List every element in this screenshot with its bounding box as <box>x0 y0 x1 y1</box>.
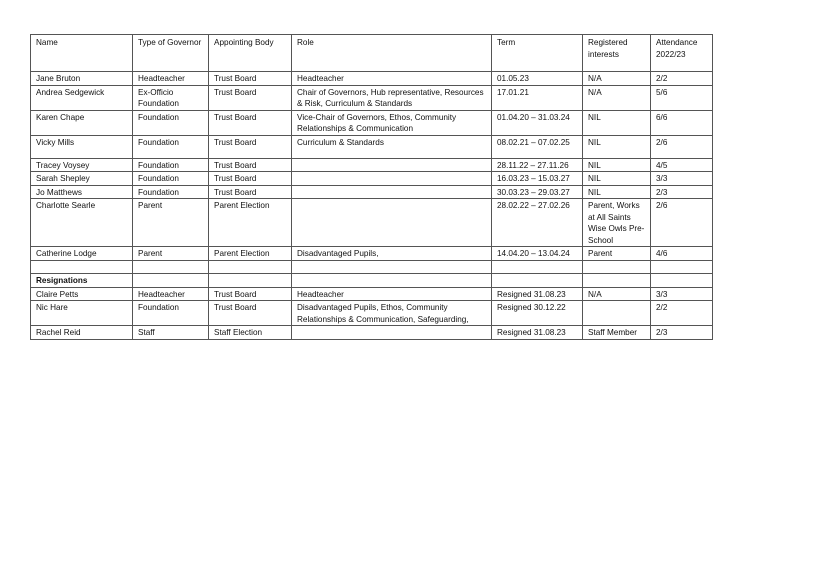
cell-term: 08.02.21 – 07.02.25 <box>492 135 583 158</box>
cell-interests: N/A <box>583 85 651 110</box>
table-row <box>31 199 713 247</box>
empty-cell <box>492 274 583 288</box>
column-header: Type of Governor <box>133 35 209 72</box>
cell-body: Trust Board <box>209 85 292 110</box>
cell-attendance: 2/6 <box>651 135 713 158</box>
empty-cell <box>492 260 583 274</box>
cell-type: Ex-Officio Foundation <box>133 85 209 110</box>
table-row <box>31 247 713 261</box>
table-row <box>31 110 713 135</box>
cell-term: 28.11.22 – 27.11.26 <box>492 158 583 172</box>
cell-name: Rachel Reid <box>31 326 133 340</box>
cell-term: 28.02.22 – 27.02.26 <box>492 199 583 247</box>
resignations-heading: Resignations <box>31 274 133 288</box>
cell-interests: N/A <box>583 287 651 301</box>
cell-role: Headteacher <box>292 287 492 301</box>
table-row <box>31 326 713 340</box>
cell-attendance: 4/6 <box>651 247 713 261</box>
table-row <box>31 158 713 172</box>
resignations-row <box>31 274 713 288</box>
cell-role <box>292 172 492 186</box>
cell-type: Parent <box>133 247 209 261</box>
cell-name: Jane Bruton <box>31 72 133 86</box>
column-header: Attendance 2022/23 <box>651 35 713 72</box>
cell-role: Disadvantaged Pupils, Ethos, Community Relationships & Communication, Safeguarding, <box>292 301 492 326</box>
cell-role <box>292 158 492 172</box>
cell-body: Trust Board <box>209 185 292 199</box>
column-header: Registered interests <box>583 35 651 72</box>
table-row <box>31 85 713 110</box>
cell-term: Resigned 30.12.22 <box>492 301 583 326</box>
cell-interests: NIL <box>583 172 651 186</box>
cell-body: Trust Board <box>209 301 292 326</box>
empty-cell <box>209 274 292 288</box>
cell-interests: NIL <box>583 110 651 135</box>
cell-name: Nic Hare <box>31 301 133 326</box>
cell-body: Trust Board <box>209 287 292 301</box>
cell-name: Andrea Sedgewick <box>31 85 133 110</box>
cell-body: Trust Board <box>209 158 292 172</box>
cell-body: Parent Election <box>209 199 292 247</box>
cell-attendance: 2/3 <box>651 185 713 199</box>
cell-role: Vice-Chair of Governors, Ethos, Community Relationships & Communication <box>292 110 492 135</box>
cell-type: Foundation <box>133 185 209 199</box>
empty-cell <box>31 260 133 274</box>
cell-type: Staff <box>133 326 209 340</box>
empty-cell <box>583 274 651 288</box>
table-row <box>31 287 713 301</box>
cell-term: 17.01.21 <box>492 85 583 110</box>
cell-interests: Parent, Works at All Saints Wise Owls Pre-School <box>583 199 651 247</box>
cell-type: Foundation <box>133 110 209 135</box>
cell-body: Parent Election <box>209 247 292 261</box>
blank-row <box>31 260 713 274</box>
cell-name: Sarah Shepley <box>31 172 133 186</box>
cell-name: Tracey Voysey <box>31 158 133 172</box>
empty-cell <box>209 260 292 274</box>
cell-name: Charlotte Searle <box>31 199 133 247</box>
empty-cell <box>651 274 713 288</box>
cell-term: 14.04.20 – 13.04.24 <box>492 247 583 261</box>
cell-term: 01.04.20 – 31.03.24 <box>492 110 583 135</box>
cell-body: Staff Election <box>209 326 292 340</box>
cell-role: Chair of Governors, Hub representative, Resources & Risk, Curriculum & Standards <box>292 85 492 110</box>
cell-role <box>292 185 492 199</box>
cell-name: Jo Matthews <box>31 185 133 199</box>
table-row <box>31 172 713 186</box>
cell-attendance: 2/6 <box>651 199 713 247</box>
cell-term: 30.03.23 – 29.03.27 <box>492 185 583 199</box>
cell-type: Headteacher <box>133 287 209 301</box>
cell-attendance: 3/3 <box>651 287 713 301</box>
empty-cell <box>133 260 209 274</box>
cell-name: Vicky Mills <box>31 135 133 158</box>
empty-cell <box>583 260 651 274</box>
cell-attendance: 2/2 <box>651 72 713 86</box>
cell-role <box>292 199 492 247</box>
cell-type: Parent <box>133 199 209 247</box>
cell-attendance: 2/2 <box>651 301 713 326</box>
cell-type: Foundation <box>133 172 209 186</box>
cell-term: 16.03.23 – 15.03.27 <box>492 172 583 186</box>
cell-role <box>292 326 492 340</box>
cell-role: Curriculum & Standards <box>292 135 492 158</box>
cell-body: Trust Board <box>209 172 292 186</box>
cell-interests: NIL <box>583 158 651 172</box>
empty-cell <box>292 260 492 274</box>
cell-attendance: 2/3 <box>651 326 713 340</box>
cell-body: Trust Board <box>209 72 292 86</box>
cell-term: 01.05.23 <box>492 72 583 86</box>
cell-role: Headteacher <box>292 72 492 86</box>
cell-type: Foundation <box>133 158 209 172</box>
cell-name: Karen Chape <box>31 110 133 135</box>
cell-term: Resigned 31.08.23 <box>492 287 583 301</box>
empty-cell <box>133 274 209 288</box>
cell-interests <box>583 301 651 326</box>
cell-type: Headteacher <box>133 72 209 86</box>
table-row <box>31 301 713 326</box>
cell-interests: Staff Member <box>583 326 651 340</box>
cell-type: Foundation <box>133 135 209 158</box>
cell-role: Disadvantaged Pupils, <box>292 247 492 261</box>
empty-cell <box>651 260 713 274</box>
table-row <box>31 135 713 158</box>
cell-attendance: 4/5 <box>651 158 713 172</box>
column-header: Term <box>492 35 583 72</box>
cell-interests: NIL <box>583 185 651 199</box>
column-header: Appointing Body <box>209 35 292 72</box>
cell-name: Claire Petts <box>31 287 133 301</box>
column-header: Role <box>292 35 492 72</box>
cell-interests: N/A <box>583 72 651 86</box>
empty-cell <box>292 274 492 288</box>
table-row <box>31 72 713 86</box>
header-row <box>31 35 713 72</box>
cell-body: Trust Board <box>209 135 292 158</box>
cell-attendance: 5/6 <box>651 85 713 110</box>
cell-attendance: 6/6 <box>651 110 713 135</box>
cell-name: Catherine Lodge <box>31 247 133 261</box>
cell-attendance: 3/3 <box>651 172 713 186</box>
cell-interests: NIL <box>583 135 651 158</box>
cell-type: Foundation <box>133 301 209 326</box>
column-header: Name <box>31 35 133 72</box>
table-row <box>31 185 713 199</box>
governors-table <box>30 34 713 340</box>
cell-interests: Parent <box>583 247 651 261</box>
cell-body: Trust Board <box>209 110 292 135</box>
cell-term: Resigned 31.08.23 <box>492 326 583 340</box>
